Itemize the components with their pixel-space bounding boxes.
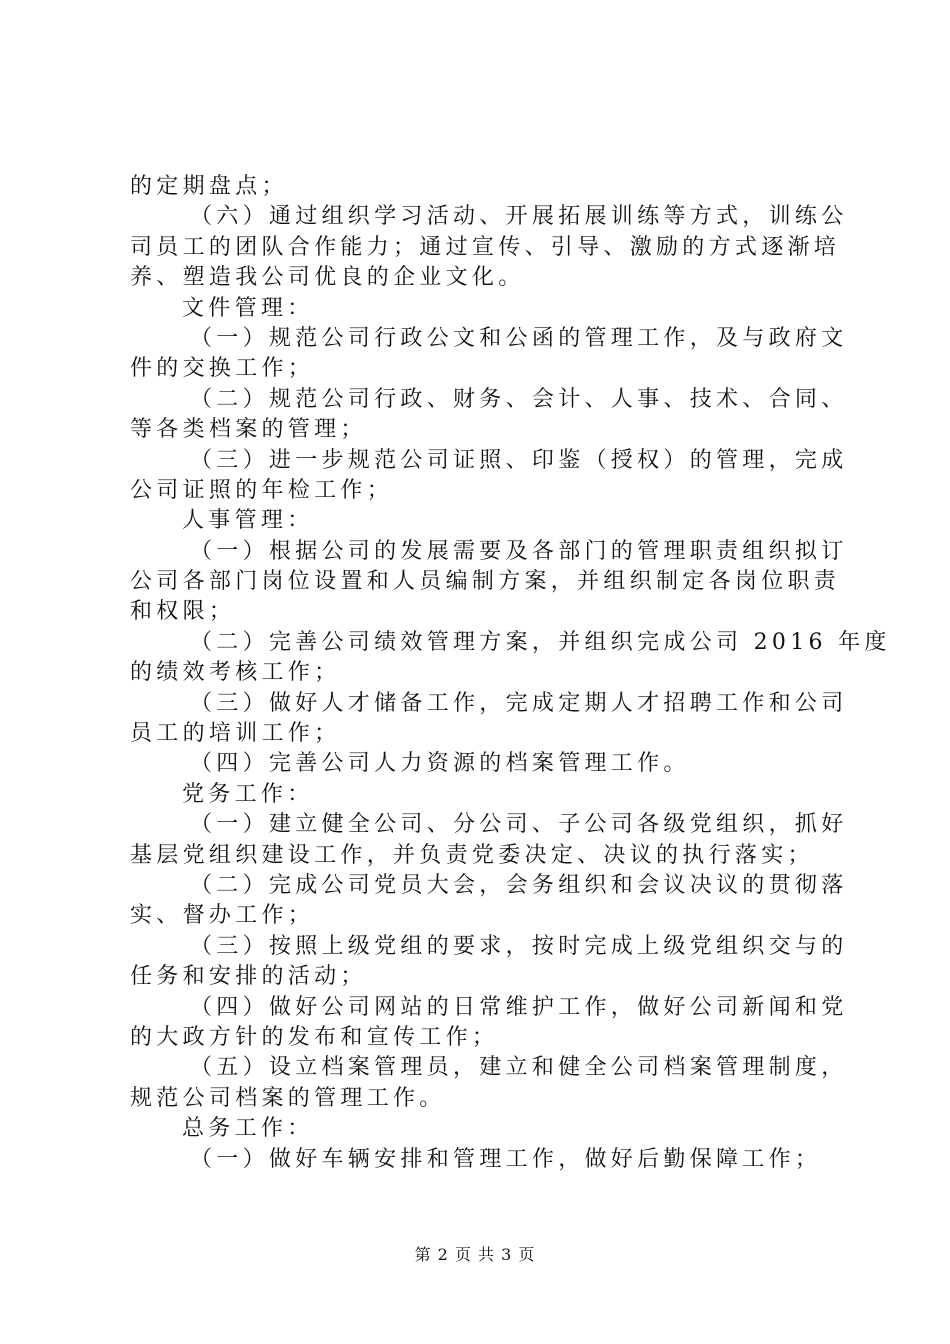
body-line: 任务和安排的活动； [130,964,367,990]
section-heading: 人事管理： [182,508,314,534]
body-line: （三）进一步规范公司证照、印鉴（授权）的管理，完成 [190,447,848,473]
body-line: 的大政方针的发布和宣传工作； [130,1024,499,1050]
page-number-footer: 第 2 页 共 3 页 [414,1245,536,1264]
body-line: 基层党组织建设工作，并负责党委决定、决议的执行落实； [130,842,814,868]
body-line: （四）完善公司人力资源的档案管理工作。 [190,751,690,777]
body-line: （一）做好车辆安排和管理工作，做好后勤保障工作； [190,1146,822,1172]
section-heading: 总务工作： [182,1116,314,1142]
body-line: （二）完善公司绩效管理方案，并组织完成公司 2016 年度 [190,629,891,655]
body-line: （三）按照上级党组的要求，按时完成上级党组织交与的 [190,933,848,959]
body-line: 的定期盘点； [130,174,288,199]
body-line: 规范公司档案的管理工作。 [130,1085,446,1111]
body-line: 养、塑造我公司优良的企业文化。 [130,265,525,291]
section-heading: 文件管理： [182,295,314,321]
body-line: 等各类档案的管理； [130,417,367,443]
body-line: 和权限； [130,599,236,625]
body-line: 件的交换工作； [130,356,315,382]
document-body [130,172,891,1175]
body-line: （一）根据公司的发展需要及各部门的管理职责组织拟订 [190,538,848,564]
body-line: 员工的培训工作； [130,721,341,747]
body-line: （一）建立健全公司、分公司、子公司各级党组织，抓好 [190,812,848,838]
body-line: 司员工的团队合作能力；通过宣传、引导、激励的方式逐渐培 [130,234,841,260]
body-line: （五）设立档案管理员，建立和健全公司档案管理制度， [190,1055,848,1081]
body-line: 公司各部门岗位设置和人员编制方案，并组织制定各岗位职责 [130,569,841,595]
body-line: 的绩效考核工作； [130,660,341,686]
body-line: （二）完成公司党员大会，会务组织和会议决议的贯彻落 [190,872,848,898]
body-line: 实、督办工作； [130,903,315,929]
body-line: （六）通过组织学习活动、开展拓展训练等方式，训练公 [190,204,848,230]
body-line: （三）做好人才储备工作，完成定期人才招聘工作和公司 [190,690,848,716]
body-line: 公司证照的年检工作； [130,477,394,503]
body-line: （四）做好公司网站的日常维护工作，做好公司新闻和党 [190,994,848,1020]
body-line: （一）规范公司行政公文和公函的管理工作，及与政府文 [190,325,848,351]
section-heading: 党务工作： [182,781,314,807]
body-line: （二）规范公司行政、财务、会计、人事、技术、合同、 [190,386,848,412]
